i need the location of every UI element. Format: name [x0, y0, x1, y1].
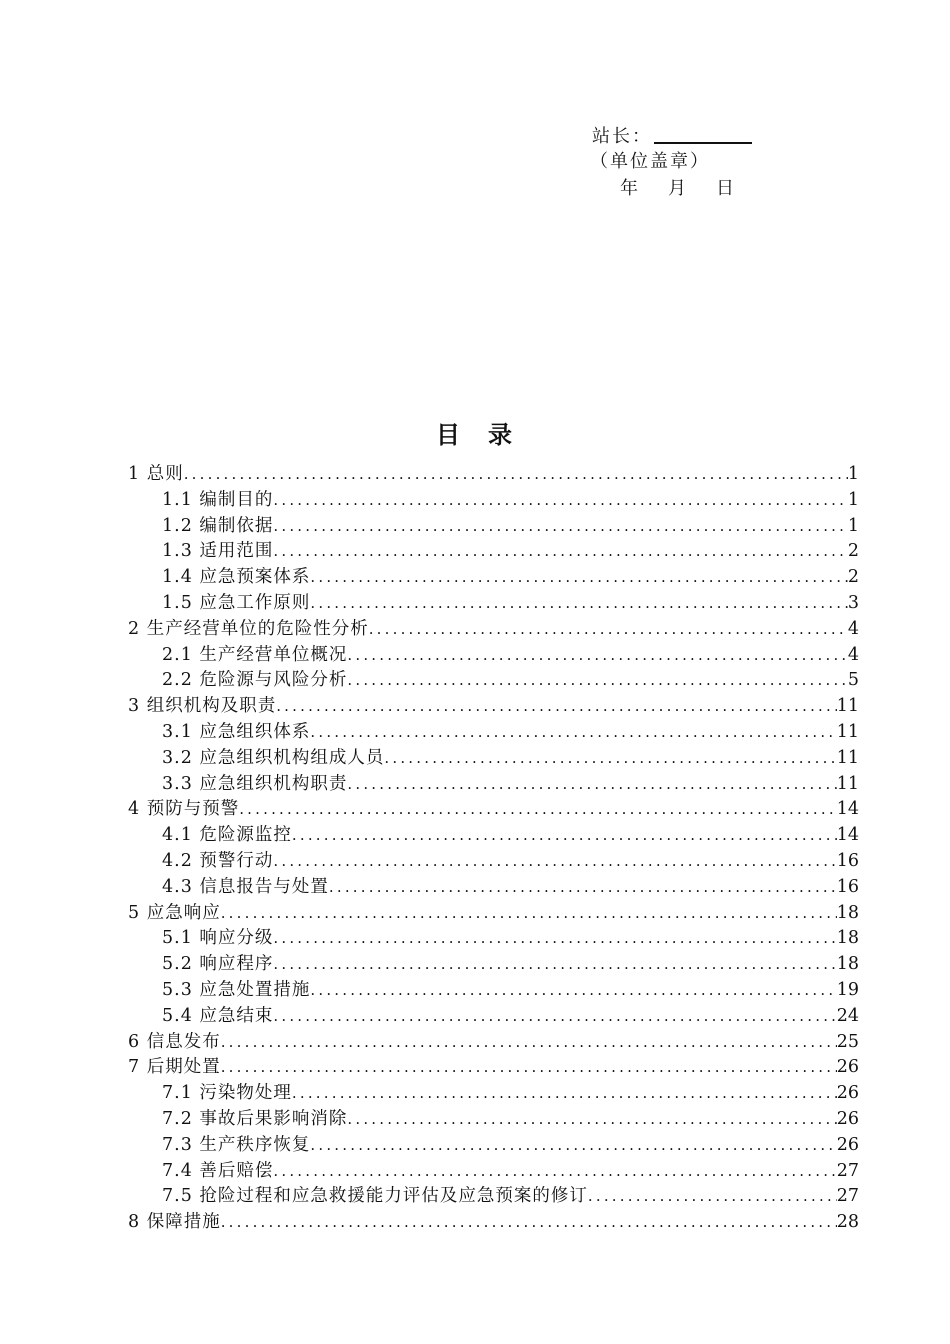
toc-entry-label: 3.3 应急组织机构职责 [162, 773, 348, 794]
toc-dot-leader [273, 926, 836, 952]
toc-entry-label: 7.4 善后赔偿 [162, 1160, 274, 1181]
toc-entry-page: 16 [836, 876, 859, 897]
toc-entry-page: 5 [847, 670, 859, 691]
toc-dot-leader [347, 643, 847, 669]
toc-entry[interactable] [128, 694, 859, 720]
stationmaster-signature-row [592, 124, 752, 149]
toc-entry-page: 18 [836, 928, 859, 949]
toc-entry-page: 26 [836, 1057, 859, 1078]
toc-dot-leader [273, 539, 847, 565]
toc-dot-leader [347, 772, 836, 798]
toc-entry-label: 8 保障措施 [128, 1212, 221, 1233]
signature-blank-line [654, 124, 752, 144]
toc-entry[interactable] [128, 565, 859, 591]
toc-entry-label: 5.2 响应程序 [162, 954, 274, 975]
toc-dot-leader [273, 1004, 836, 1030]
toc-entry-page: 24 [836, 1005, 859, 1026]
toc-entry-label: 7.2 事故后果影响消除 [162, 1108, 348, 1129]
toc-dot-leader [384, 746, 836, 772]
toc-dot-leader [273, 514, 847, 540]
toc-entry-label: 3.1 应急组织体系 [162, 721, 311, 742]
toc-dot-leader [310, 565, 847, 591]
toc-dot-leader [369, 617, 848, 643]
toc-entry-label: 1.5 应急工作原则 [162, 592, 311, 613]
toc-entry[interactable] [128, 926, 859, 952]
toc-dot-leader [221, 1210, 837, 1236]
toc-entry-label: 5.1 响应分级 [162, 928, 274, 949]
toc-entry[interactable] [128, 1184, 859, 1210]
toc-entry-page: 11 [836, 696, 859, 717]
toc-dot-leader [273, 1159, 836, 1185]
toc-entry-page: 4 [847, 644, 859, 665]
toc-entry-label: 4.3 信息报告与处置 [162, 876, 329, 897]
toc-entry[interactable] [128, 746, 859, 772]
toc-entry-page: 1 [847, 515, 859, 536]
toc-entry-label: 5 应急响应 [128, 902, 221, 923]
toc-dot-leader [184, 462, 848, 488]
toc-entry-label: 1.2 编制依据 [162, 515, 274, 536]
toc-entry-label: 2.1 生产经营单位概况 [162, 644, 348, 665]
toc-entry-label: 7.1 污染物处理 [162, 1083, 292, 1104]
toc-entry-page: 14 [836, 799, 859, 820]
toc-entry-page: 27 [836, 1160, 859, 1181]
toc-entry[interactable] [128, 952, 859, 978]
toc-entry-label: 5.4 应急结束 [162, 1005, 274, 1026]
toc-entry-page: 3 [847, 592, 859, 613]
toc-entry-page: 16 [836, 850, 859, 871]
toc-entry-page: 11 [836, 721, 859, 742]
toc-entry[interactable] [128, 797, 859, 823]
toc-entry-label: 1.1 编制目的 [162, 489, 274, 510]
stationmaster-label: 站长： [592, 126, 652, 147]
toc-entry[interactable] [128, 978, 859, 1004]
toc-entry[interactable] [128, 875, 859, 901]
toc-entry-page: 28 [836, 1212, 859, 1233]
toc-entry[interactable] [128, 1030, 859, 1056]
table-of-contents [128, 462, 859, 1236]
toc-dot-leader [292, 823, 837, 849]
toc-entry-page: 14 [836, 825, 859, 846]
toc-entry-page: 1 [847, 464, 859, 484]
toc-dot-leader [310, 978, 836, 1004]
toc-entry-page: 25 [836, 1031, 859, 1052]
toc-entry-page: 11 [836, 773, 859, 794]
toc-entry[interactable] [128, 1159, 859, 1185]
toc-entry-page: 26 [836, 1083, 859, 1104]
toc-entry[interactable] [128, 1107, 859, 1133]
toc-dot-leader [347, 668, 847, 694]
toc-entry[interactable] [128, 617, 859, 643]
toc-entry[interactable] [128, 539, 859, 565]
toc-entry-label: 7.5 抢险过程和应急救援能力评估及应急预案的修订 [162, 1186, 588, 1207]
toc-dot-leader [310, 1133, 836, 1159]
toc-entry[interactable] [128, 1081, 859, 1107]
toc-entry[interactable] [128, 591, 859, 617]
toc-entry[interactable] [128, 462, 859, 488]
toc-entry-page: 26 [836, 1134, 859, 1155]
toc-dot-leader [347, 1107, 836, 1133]
toc-dot-leader [588, 1184, 837, 1210]
toc-entry[interactable] [128, 823, 859, 849]
toc-entry-label: 1.3 适用范围 [162, 541, 274, 562]
toc-entry-page: 1 [847, 489, 859, 510]
toc-entry-label: 2 生产经营单位的危险性分析 [128, 618, 369, 639]
toc-dot-leader [310, 720, 836, 746]
toc-entry[interactable] [128, 772, 859, 798]
toc-entry[interactable] [128, 488, 859, 514]
toc-entry-page: 2 [847, 541, 859, 562]
toc-entry-label: 4.1 危险源监控 [162, 825, 292, 846]
toc-entry[interactable] [128, 1133, 859, 1159]
toc-dot-leader [292, 1081, 837, 1107]
toc-entry[interactable] [128, 720, 859, 746]
toc-dot-leader [239, 797, 837, 823]
toc-dot-leader [273, 952, 836, 978]
date-label: 年 月 日 [620, 178, 740, 199]
toc-dot-leader [276, 694, 837, 720]
toc-entry[interactable] [128, 849, 859, 875]
unit-seal-label: （单位盖章） [590, 151, 710, 172]
toc-entry-label: 1.4 应急预案体系 [162, 567, 311, 588]
toc-entry-label: 4 预防与预警 [128, 799, 240, 820]
toc-dot-leader [310, 591, 847, 617]
toc-entry-label: 5.3 应急处置措施 [162, 979, 311, 1000]
toc-entry-page: 2 [847, 567, 859, 588]
toc-entry-page: 27 [836, 1186, 859, 1207]
toc-entry-label: 4.2 预警行动 [162, 850, 274, 871]
toc-entry[interactable] [128, 514, 859, 540]
toc-entry-label: 2.2 危险源与风险分析 [162, 670, 348, 691]
toc-entry[interactable] [128, 1004, 859, 1030]
toc-entry-label: 7.3 生产秩序恢复 [162, 1134, 311, 1155]
toc-dot-leader [273, 488, 847, 514]
toc-entry-label: 3 组织机构及职责 [128, 696, 277, 717]
toc-dot-leader [221, 1030, 837, 1056]
toc-entry-page: 4 [847, 618, 859, 639]
toc-entry[interactable] [128, 1210, 859, 1236]
toc-entry-label: 3.2 应急组织机构组成人员 [162, 747, 385, 768]
toc-dot-leader [221, 901, 837, 927]
toc-entry-label: 6 信息发布 [128, 1031, 221, 1052]
toc-entry[interactable] [128, 668, 859, 694]
toc-entry[interactable] [128, 901, 859, 927]
toc-entry[interactable] [128, 1055, 859, 1081]
toc-entry-page: 26 [836, 1108, 859, 1129]
toc-dot-leader [273, 849, 836, 875]
toc-title: 目 录 [436, 420, 514, 449]
toc-dot-leader [221, 1055, 837, 1081]
toc-entry[interactable] [128, 643, 859, 669]
toc-entry-page: 18 [836, 954, 859, 975]
toc-entry-page: 18 [836, 902, 859, 923]
toc-dot-leader [329, 875, 837, 901]
toc-entry-label: 7 后期处置 [128, 1057, 221, 1078]
toc-entry-page: 19 [836, 979, 859, 1000]
toc-entry-page: 11 [836, 747, 859, 768]
toc-entry-label: 1 总则 [128, 464, 184, 484]
